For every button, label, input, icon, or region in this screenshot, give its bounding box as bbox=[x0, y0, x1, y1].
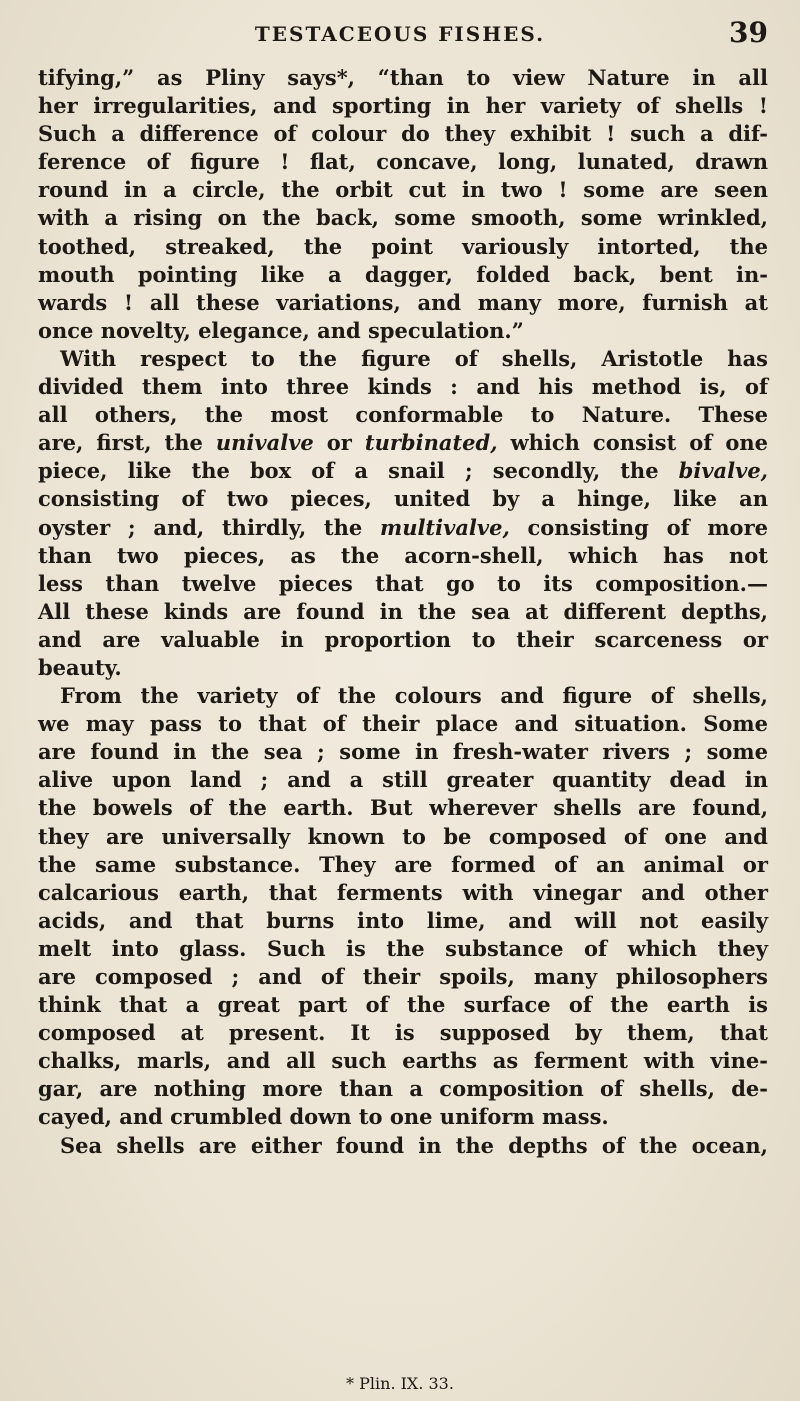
text-line: composed at present. It is supposed by them, that bbox=[38, 1020, 768, 1046]
text-line: the bowels of the earth. But wherever shells are found, bbox=[38, 795, 768, 821]
text-line: are found in the sea ; some in fresh-water rivers ; some bbox=[38, 739, 768, 765]
text-line: round in a circle, the orbit cut in two ! some are seen bbox=[38, 177, 768, 203]
text-line: gar, are nothing more than a composition of shells, de- bbox=[38, 1076, 768, 1102]
text-line: divided them into three kinds : and his method is, of bbox=[38, 374, 768, 400]
text-line: acids, and that burns into lime, and will not easily bbox=[38, 907, 768, 933]
text-line: melt into glass. Such is the substance of which they bbox=[38, 935, 768, 961]
text-line-with-italics: are, first, the univalve or turbinated, which consist of one bbox=[38, 430, 768, 456]
text-line: chalks, marls, and all such earths as ferment with vine- bbox=[38, 1048, 768, 1074]
paragraph-start-line: With respect to the figure of shells, Aristotle has bbox=[60, 345, 768, 371]
paragraph-start-line: From the variety of the colours and figure of shells, bbox=[60, 683, 768, 709]
text-line: all others, the most conformable to Nature. These bbox=[38, 402, 768, 428]
text-line: are composed ; and of their spoils, many philosophers bbox=[38, 964, 768, 989]
text-line: consisting of two pieces, united by a hinge, like an bbox=[38, 486, 768, 512]
text-line: All these kinds are found in the sea at different depths, bbox=[38, 598, 768, 624]
text-line: ference of figure ! flat, concave, long, lunated, drawn bbox=[38, 149, 768, 175]
text-line: Such a difference of colour do they exhibit ! such a dif- bbox=[38, 121, 768, 147]
text-line-with-italics: piece, like the box of a snail ; secondly, the bivalve, bbox=[38, 458, 768, 484]
text-line: with a rising on the back, some smooth, some wrinkled, bbox=[38, 205, 768, 231]
text-line-with-italics: oyster ; and, thirdly, the multivalve, consisting of more bbox=[38, 514, 768, 540]
text-line: alive upon land ; and a still greater quantity dead in bbox=[38, 767, 768, 793]
text-line: beauty. bbox=[38, 654, 122, 680]
body-text bbox=[38, 64, 768, 1160]
text-line: they are universally known to be composed of one and bbox=[38, 823, 768, 849]
text-line: toothed, streaked, the point variously intorted, the bbox=[38, 233, 768, 259]
text-line: less than twelve pieces that go to its composition.— bbox=[38, 570, 768, 596]
text-line: we may pass to that of their place and situation. Some bbox=[38, 711, 768, 737]
text-line: calcarious earth, that ferments with vinegar and other bbox=[38, 879, 768, 905]
text-line: her irregularities, and sporting in her variety of shells ! bbox=[38, 93, 768, 119]
term-turbinated: turbinated, bbox=[364, 430, 498, 456]
page-header bbox=[0, 14, 800, 54]
text-line: than two pieces, as the acorn-shell, which has not bbox=[38, 542, 768, 568]
term-bivalve: bivalve, bbox=[678, 458, 768, 484]
paragraph-start-line: Sea shells are either found in the depths of the ocean, bbox=[60, 1132, 768, 1158]
page-number: 39 bbox=[729, 16, 768, 49]
text-line: once novelty, elegance, and speculation.” bbox=[38, 317, 524, 343]
text-line: tifying,” as Pliny says*, “than to view Nature in all bbox=[38, 65, 768, 90]
text-line: and are valuable in proportion to their scarceness or bbox=[38, 626, 768, 652]
text-line: mouth pointing like a dagger, folded back, bent in- bbox=[38, 261, 768, 287]
footnote: * Plin. IX. 33. bbox=[346, 1374, 454, 1393]
text-line: wards ! all these variations, and many more, furnish at bbox=[38, 289, 768, 315]
term-multivalve: multivalve, bbox=[379, 514, 510, 540]
text-line: think that a great part of the surface of the earth is bbox=[38, 992, 768, 1018]
text-line: cayed, and crumbled down to one uniform mass. bbox=[38, 1104, 609, 1130]
term-univalve: univalve bbox=[215, 430, 314, 456]
running-head: TESTACEOUS FISHES. bbox=[254, 22, 546, 46]
text-line: the same substance. They are formed of an animal or bbox=[38, 851, 768, 877]
